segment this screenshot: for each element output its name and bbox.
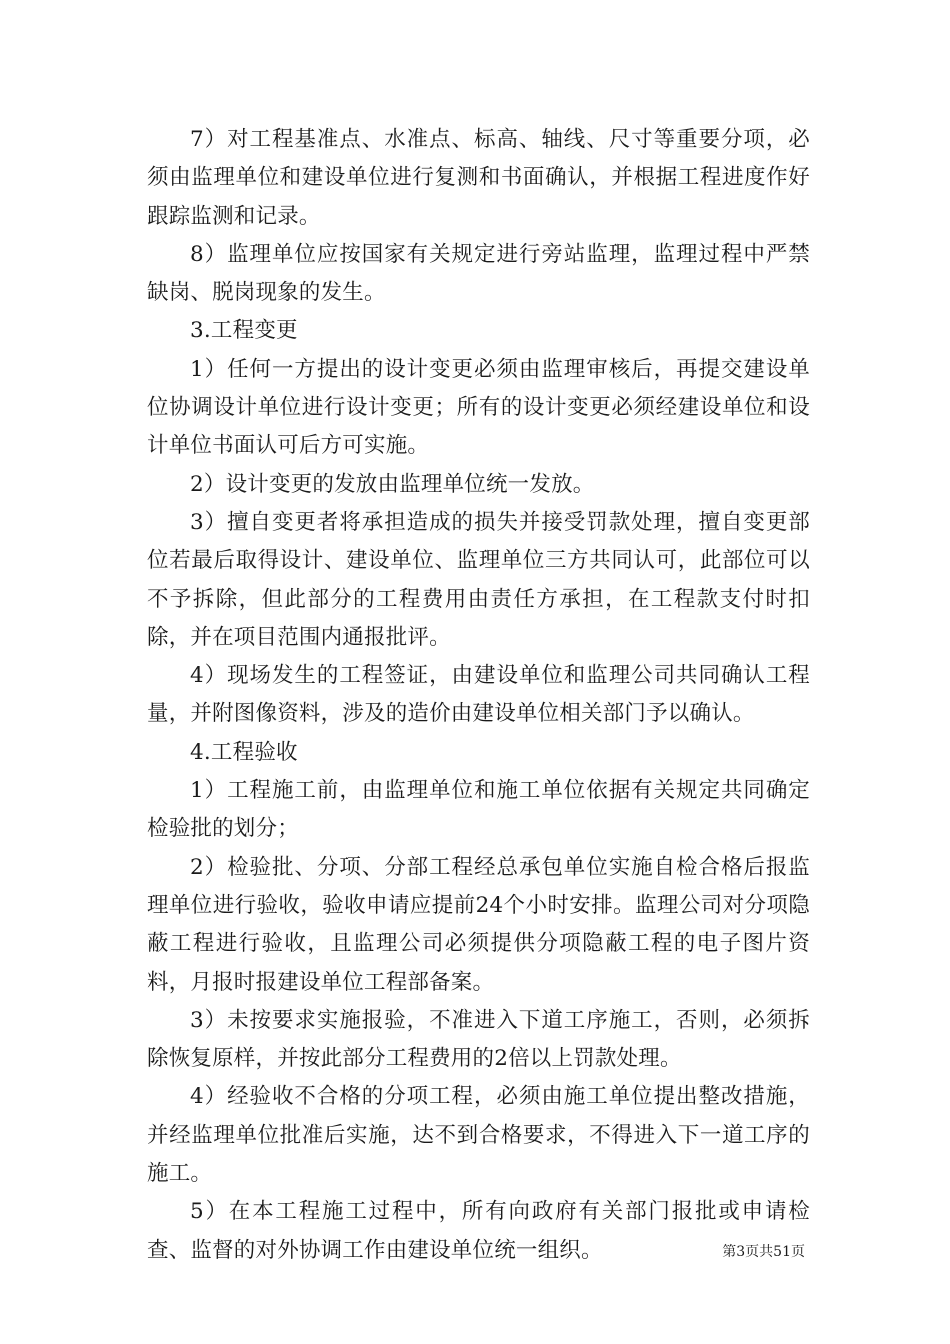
paragraph-acceptance-5: 5）在本工程施工过程中，所有向政府有关部门报批或申请检查、监督的对外协调工作由建设单位统一组织。 <box>147 1199 810 1263</box>
paragraph-acceptance-3: 3）未按要求实施报验，不准进入下道工序施工，否则，必须拆除恢复原样，并按此部分工程费用的2倍以上罚款处理。 <box>147 1007 810 1072</box>
section-heading-engineering-change: 3.工程变更 <box>190 318 298 344</box>
paragraph-acceptance-2: 2）检验批、分项、分部工程经总承包单位实施自检合格后报监理单位进行验收，验收申请应提前24个小时安排。监理公司对分项隐蔽工程进行验收，且监理公司必须提供分项隐蔽工程的电子图片资料，月报时报建设单位工程部备案。 <box>147 854 810 995</box>
document-body <box>147 121 810 1270</box>
paragraph-item-7: 7）对工程基准点、水准点、标高、轴线、尺寸等重要分项，必须由监理单位和建设单位进行复测和书面确认，并根据工程进度作好跟踪监测和记录。 <box>147 127 810 229</box>
paragraph-acceptance-4: 4）经验收不合格的分项工程，必须由施工单位提出整改措施，并经监理单位批准后实施，达不到合格要求，不得进入下一道工序的施工。 <box>147 1084 810 1187</box>
section-heading-engineering-acceptance: 4.工程验收 <box>190 739 298 765</box>
paragraph-item-8: 8）监理单位应按国家有关规定进行旁站监理，监理过程中严禁缺岗、脱岗现象的发生。 <box>147 241 810 306</box>
paragraph-acceptance-1: 1）工程施工前，由监理单位和施工单位依据有关规定共同确定检验批的划分； <box>147 778 810 842</box>
paragraph-change-4: 4）现场发生的工程签证，由建设单位和监理公司共同确认工程量，并附图像资料，涉及的造价由建设单位相关部门予以确认。 <box>147 663 810 727</box>
paragraph-change-3: 3）擅自变更者将承担造成的损失并接受罚款处理，擅自变更部位若最后取得设计、建设单位、监理单位三方共同认可，此部位可以不予拆除，但此部分的工程费用由责任方承担，在工程款支付时扣除，并在项目范围内通报批评。 <box>147 509 810 650</box>
paragraph-change-1: 1）任何一方提出的设计变更必须由监理审核后，再提交建设单位协调设计单位进行设计变更；所有的设计变更必须经建设单位和设计单位书面认可后方可实施。 <box>147 356 810 459</box>
page-number-footer: 第3页共51页 <box>722 1244 805 1260</box>
paragraph-change-2: 2）设计变更的发放由监理单位统一发放。 <box>190 471 595 497</box>
